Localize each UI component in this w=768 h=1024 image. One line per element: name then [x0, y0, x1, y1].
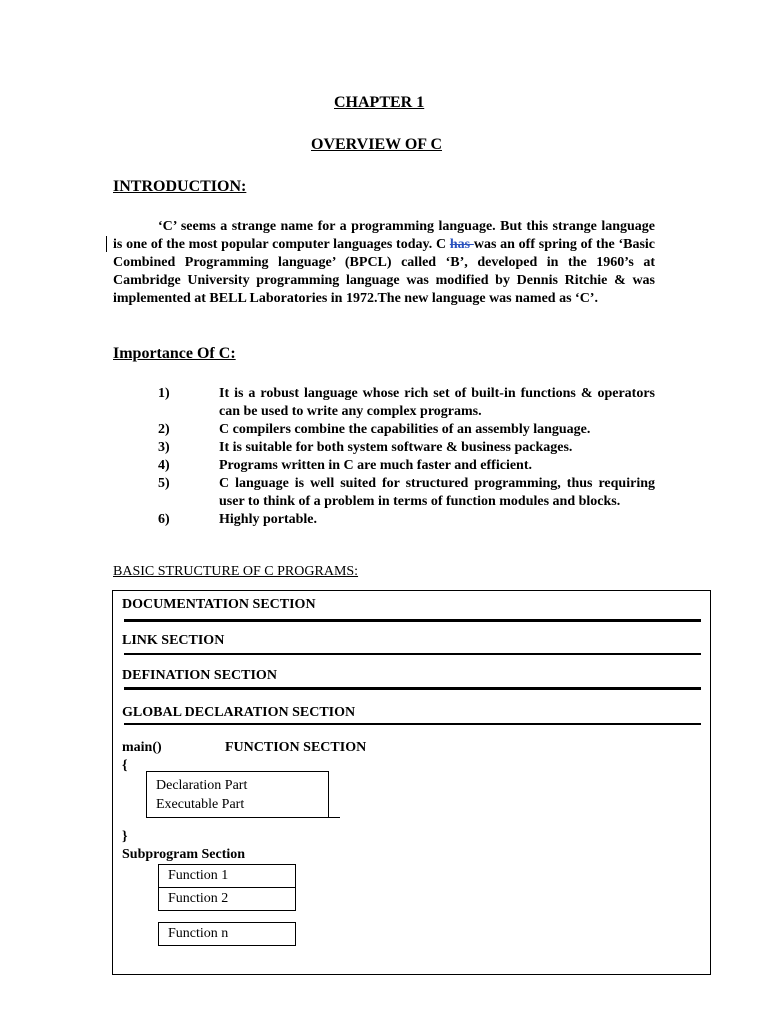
- function-section: FUNCTION SECTION: [225, 740, 367, 755]
- main-label: main(): [122, 740, 162, 755]
- list-number: 5): [158, 476, 170, 491]
- global-declaration-section: GLOBAL DECLARATION SECTION: [122, 705, 356, 720]
- list-item: [158, 457, 655, 475]
- executable-part: Executable Part: [156, 797, 245, 812]
- structure-heading: BASIC STRUCTURE OF C PROGRAMS:: [113, 564, 359, 579]
- link-section: LINK SECTION: [122, 633, 225, 648]
- list-text: C compilers combine the capabilities of an assembly language.: [219, 422, 591, 437]
- box-underline-extension: [328, 817, 340, 818]
- documentation-section: DOCUMENTATION SECTION: [122, 597, 316, 612]
- list-text: Highly portable.: [219, 512, 318, 527]
- list-number: 1): [158, 386, 170, 401]
- divider-line: [124, 723, 701, 725]
- open-brace: {: [122, 758, 128, 773]
- list-text: Programs written in C are much faster and efficient.: [219, 458, 532, 473]
- chapter-number: CHAPTER 1: [334, 94, 425, 111]
- structure-diagram: [112, 590, 711, 975]
- list-item: [158, 511, 655, 529]
- divider-line: [124, 687, 701, 690]
- list-item: [158, 439, 655, 457]
- intro-text-start: ‘C’ seems a strange name for a programming language. But this strange language is one of the most popular computer languages today. C: [113, 219, 655, 252]
- intro-text-end: was an off spring of the ‘Basic Combined Programming language’ (BPCL) called ‘B’, developed in the 1960’s at Cambridge University programming language was modified by Dennis Ritchie & was implemented at BELL Laboratories in 1972.The new language was named as ‘C’.: [113, 237, 655, 306]
- list-text: C language is well suited for structured programming, thus requiring user to think of a problem in terms of function modules and blocks.: [219, 476, 655, 509]
- function-box: Function n: [158, 922, 296, 946]
- deleted-word: has: [449, 237, 474, 252]
- importance-list: [158, 385, 655, 529]
- list-item: [158, 475, 655, 511]
- function-box: Function 2: [158, 887, 296, 911]
- list-text: It is a robust language whose rich set of built-in functions & operators can be used to write any complex programs.: [219, 386, 655, 419]
- list-text: It is suitable for both system software & business packages.: [219, 440, 573, 455]
- list-item: [158, 421, 655, 439]
- revision-change-bar: [106, 236, 107, 252]
- function-box: Function 1: [158, 864, 296, 888]
- introduction-heading: INTRODUCTION:: [113, 178, 247, 195]
- importance-heading: Importance Of C:: [113, 345, 236, 362]
- list-number: 4): [158, 458, 170, 473]
- list-number: 2): [158, 422, 170, 437]
- introduction-paragraph: [113, 218, 655, 308]
- divider-line: [124, 653, 701, 655]
- close-brace: }: [122, 829, 128, 844]
- divider-line: [124, 619, 701, 622]
- definition-section: DEFINATION SECTION: [122, 668, 277, 683]
- subprogram-section: Subprogram Section: [122, 847, 246, 862]
- list-item: [158, 385, 655, 421]
- chapter-title: OVERVIEW OF C: [311, 136, 443, 153]
- declaration-part: Declaration Part: [156, 778, 248, 793]
- list-number: 6): [158, 512, 170, 527]
- main-body-box: [146, 771, 329, 818]
- list-number: 3): [158, 440, 170, 455]
